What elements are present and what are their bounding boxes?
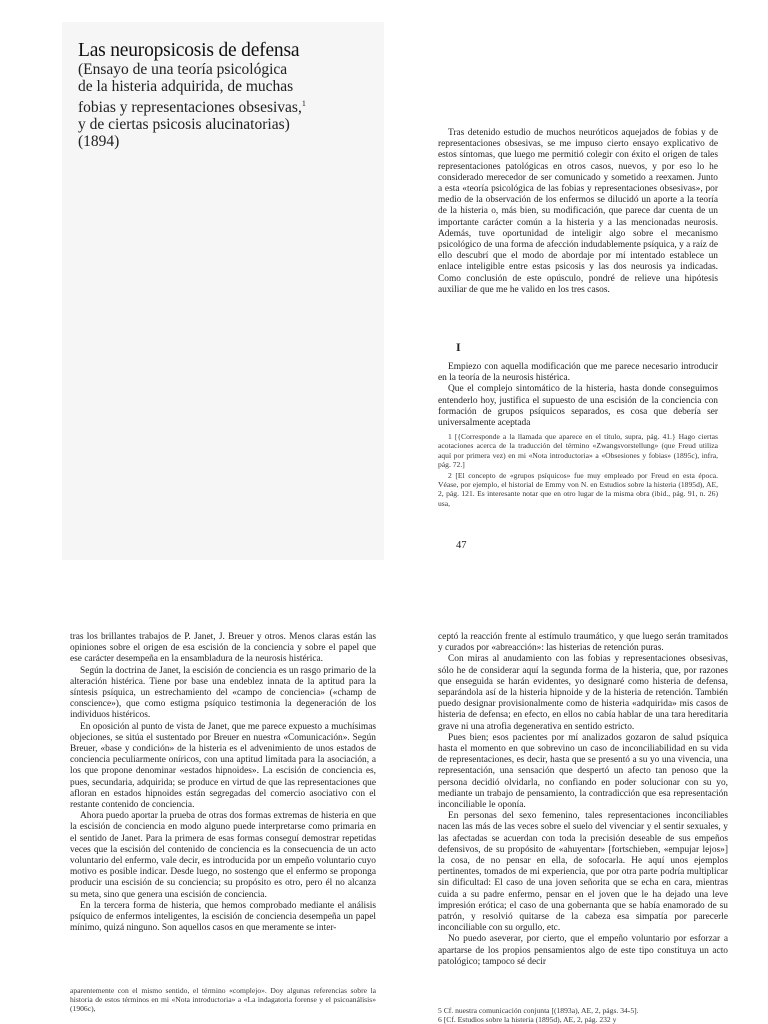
footnote-marker: 1	[301, 99, 306, 108]
chapter-subtitle	[78, 61, 378, 150]
subtitle-line	[78, 95, 378, 116]
subtitle-line-text: fobias y representaciones obsesivas,	[78, 99, 302, 117]
subtitle-year: (1894)	[78, 133, 120, 151]
body-paragraph: Según la doctrina de Janet, la escisión de conciencia es un rasgo primario de la alteración histérica. Tiene por base una endeblez innata de la aptitud para la síntesis psíquica, un estrechamiento del «campo de conciencia» («champ de conscience»), que como estigma psíquico testimonia la degeneración de los individuos histéricos.	[70, 665, 376, 721]
section-number: I	[456, 340, 461, 354]
page-number: 47	[456, 540, 467, 551]
chapter-title-block	[78, 40, 378, 150]
footnotes-top	[438, 432, 718, 509]
page-gap	[0, 560, 768, 588]
subtitle-line: y de ciertas psicosis alucinatorias)	[78, 116, 290, 134]
left-text-column	[70, 632, 376, 934]
footnote: 5 Cf. nuestra comunicación conjunta [(1893a), AE, 2, págs. 34-5].	[438, 1006, 639, 1015]
section-paragraph: Empiezo con aquella modificación que me parece necesario introducir en la teoría de la neurosis histérica.	[438, 362, 718, 384]
chapter-title: Las neuropsicosis de defensa	[78, 40, 300, 61]
body-paragraph: No puedo aseverar, por cierto, que el empeño voluntario por esforzar a apartarse de los propios pensamientos algo de este tipo constituya un acto patológico; tampoco sé decir	[438, 934, 728, 967]
footnotes-bottom-right	[438, 1006, 728, 1024]
text-page-top-right	[384, 22, 768, 560]
body-paragraph: ceptó la reacción frente al estímulo traumático, y que luego serán tramitados y curados por «abreacción»: las histerias de retención puras.	[438, 632, 728, 654]
subtitle-line: de la histeria adquirida, de muchas	[78, 78, 294, 95]
title-page	[62, 22, 384, 560]
body-paragraph: tras los brillantes trabajos de P. Janet, J. Breuer y otros. Menos claras están las opiniones sobre el origen de esa escisión de la conciencia y sobre el papel que ese carácter desempeña en la ensambladura de la neurosis histérica.	[70, 632, 376, 665]
text-page-bottom-left	[62, 588, 384, 1024]
intro-column	[438, 128, 718, 296]
footnote: 2 [El concepto de «grupos psíquicos» fue muy empleado por Freud en esta época. Véase, por ejemplo, el historial de Emmy von N. en Estudios sobre la histeria (1895d), AE, 2, pág. 121. Es interesante notar que en otro lugar de la misma obra (ibid., pág. 91, n. 26) usa,	[438, 470, 718, 508]
text-page-bottom-right	[384, 588, 768, 1024]
body-paragraph: En personas del sexo femenino, tales representaciones inconciliables nacen las más de las veces sobre el suelo del vivenciar y el sentir sexuales, y las afectadas se acuerdan con toda la precisión deseable de sus empeños defensivos, de su propósito de «ahuyentar» [fortschieben, «empujar lejos»] la cosa, de no pensar en ella, de sofocarla. He aquí unos ejemplos pertinentes, tomados de mi experiencia, que por otra parte podría multiplicar sin dificultad: El caso de una joven señorita que se echa en cara, mientras cuida a su padre enfermo, pensar en el joven que le ha dejado una leve impresión erótica; el caso de una gobernanta que se había enamorado de su patrón, y resolvió quitarse de la cabeza esa simpatía por parecerle inconciliable con su orgullo, etc.	[438, 811, 728, 934]
intro-paragraph: Tras detenido estudio de muchos neuróticos aquejados de fobias y de representaciones obsesivas, se me impuso cierto ensayo explicativo de estos síntomas, que luego me permitió colegir con éxito el origen de tales representaciones patológicas en otros casos, nuevos, y por eso lo he considerado merecedor de ser comunicado y sometido a reexamen. Junto a esta «teoría psicológica de las fobias y representaciones obsesivas», por medio de la observación de los enfermos se dilucidó un aporte a la teoría de la histeria o, más bien, su modificación, que parece dar cuenta de un importante carácter común a la histeria y a las mencionadas neurosis. Además, tuve oportunidad de inteligir algo sobre el mecanismo psicológico de una forma de afección indudablemente psíquica, y a raíz de ello descubrí que el modo de abordaje por mí intentado establece un enlace inteligible entre estas psicosis y las dos neurosis ya indicadas. Como conclusión de este opúsculo, pondré de relieve una hipótesis auxiliar de que me he valido en los tres casos.	[438, 128, 718, 295]
section-column	[438, 362, 718, 429]
body-paragraph: En oposición al punto de vista de Janet, que me parece expuesto a muchísimas objeciones, se sitúa el sustentado por Breuer en nuestra «Comunicación». Según Breuer, «base y condición» de la histeria es el advenimiento de unos estados de conciencia peculiarmente oníricos, con una aptitud limitada para la asociación, a los que propone denominar «estados hipnoides». La escisión de conciencia es, pues, secundaria, adquirida; se produce en virtud de que las representaciones que afloran en estados hipnoides están segregadas del comercio asociativo con el restante contenido de conciencia.	[70, 721, 376, 811]
footnote: 1 [{Corresponde a la llamada que aparece en el título, supra, pág. 41.} Hago ciertas acotaciones acerca de la traducción del término «Zwangsvorstellung» (que Freud utiliza aquí por primera vez) en mi «Nota introductoria» a «Obsesiones y fobias» (1895c), infra, pág. 72.]	[438, 432, 718, 470]
body-paragraph: En la tercera forma de histeria, que hemos comprobado mediante el análisis psíquico de enfermos inteligentes, la escisión de conciencia desempeña un papel mínimo, quizá ninguno. Son aquellos casos en que meramente se inter-	[70, 900, 376, 934]
subtitle-line: (Ensayo de una teoría psicológica	[78, 61, 288, 78]
footnote-continuation: aparentemente con el mismo sentido, el término «complejo». Doy algunas referencias sobre la historia de estos términos en mi «Nota introductoria» a «La indagatoria forense y el psicoanálisis» (1906c),	[70, 986, 376, 1014]
right-text-column	[438, 632, 728, 968]
footnote: 6 [Cf. Estudios sobre la histeria (1895d), AE, 2, pág. 232 y	[438, 1015, 617, 1024]
body-paragraph: Ahora puedo aportar la prueba de otras dos formas extremas de histeria en que la escisión de conciencia en modo alguno puede interpretarse como primaria en el sentido de Janet. Para la primera de esas formas conseguí demostrar repetidas veces que la escisión del contenido de conciencia es la consecuencia de un acto voluntario del enfermo, vale decir, es introducida por un empeño voluntario cuyo motivo es posible indicar. Desde luego, no sostengo que el enfermo se proponga producir una escisión de su conciencia; su propósito es otro, pero él no alcanza su meta, sino que genera una escisión de conciencia.	[70, 811, 376, 900]
section-paragraph: Que el complejo sintomático de la histeria, hasta donde conseguimos entenderlo hoy, justifica el supuesto de una escisión de la conciencia con formación de grupos psíquicos separados, es cosa que debería ser universalmente aceptada	[438, 384, 718, 429]
body-paragraph: Con miras al anudamiento con las fobias y representaciones obsesivas, sólo he de considerar aquí la segunda forma de la histeria, que, por razones que enseguida se harán evidentes, yo designaré como histeria de defensa, separándola así de la histeria hipnoide y de la histeria de retención. También puedo designar provisionalmente como de histeria «adquirida» mis casos de histeria de defensa; en efecto, en ellos no cabía hablar de una tara hereditaria grave ni una atrofia degenerativa en sentido estricto.	[438, 654, 728, 732]
body-paragraph: Pues bien; esos pacientes por mí analizados gozaron de salud psíquica hasta el momento en que sobrevino un caso de inconciliabilidad en su vida de representaciones, es decir, hasta que se presentó a su yo una vivencia, una representación, una sensación que despertó un afecto tan penoso que la persona decidió olvidarla, no confiando en poder solucionar con su yo, mediante un trabajo de pensamiento, la contradicción que esa representación inconciliable le oponía.	[438, 732, 728, 811]
